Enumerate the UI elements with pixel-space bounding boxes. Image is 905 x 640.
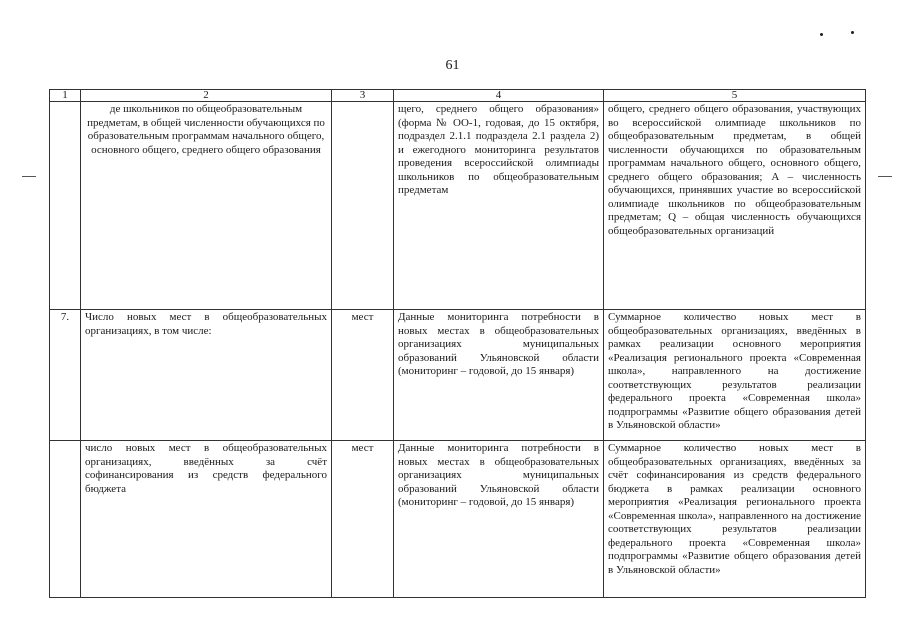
unit-of-measure: мест	[332, 441, 394, 598]
column-header: 3	[332, 90, 394, 102]
scan-speck	[851, 31, 854, 34]
table-row	[50, 310, 866, 441]
table-header-row	[50, 90, 866, 102]
row-number: 7.	[50, 310, 81, 441]
scan-speck	[820, 33, 823, 36]
column-header: 1	[50, 90, 81, 102]
calculation-method: Суммарное количество новых мест в общеобразовательных организациях, введённых за счёт софинансирования из средств федерального бюджета в рамках реализации основного мероприятия «Реализация регионального проекта «Современная школа», направленного на достижение соответствующих результатов реализации федерального проекта «Современная школа» подпрограммы «Развитие общего образования детей в Ульяновской области»	[604, 441, 866, 598]
row-number	[50, 441, 81, 598]
column-header: 4	[394, 90, 604, 102]
data-source: Данные мониторинга потребности в новых местах в общеобразовательных организациях муниципальных образований Ульяновской области (мониторинг – годовой, до 15 января)	[394, 310, 604, 441]
indicator-name: де школьников по общеобразовательным предметам, в общей численности обучающихся по образовательным программам начального общего, основного общего, среднего общего образования	[81, 102, 332, 310]
unit-of-measure: мест	[332, 310, 394, 441]
column-header: 2	[81, 90, 332, 102]
scan-mark	[878, 176, 892, 177]
calculation-method: общего, среднего общего образования, участвующих во всероссийской олимпиаде школьников по общеобразовательным предметам, в общей численности обучающихся по образовательным программам начального общего, основного общего, среднего общего образования; A – численность обучающихся, принявших участие во всероссийской олимпиаде школьников по общеобразовательным предметам; Q – общая численность обучающихся общеобразовательных организаций	[604, 102, 866, 310]
scan-mark	[22, 176, 36, 177]
page-number: 61	[445, 58, 460, 73]
indicator-name: Число новых мест в общеобразовательных организациях, в том числе:	[81, 310, 332, 441]
unit-of-measure	[332, 102, 394, 310]
data-source: щего, среднего общего образования» (форма № ОО-1, годовая, до 15 октября, подраздел 2.1.1 подраздела 2.1 раздела 2) и ежегодного мониторинга результатов проведения всероссийской олимпиады школьников по общеобразовательным предметам	[394, 102, 604, 310]
table-row	[50, 441, 866, 598]
table-row	[50, 102, 866, 310]
indicators-table	[49, 89, 866, 598]
data-source: Данные мониторинга потребности в новых местах в общеобразовательных организациях муниципальных образований Ульяновской области (мониторинг – годовой, до 15 января)	[394, 441, 604, 598]
calculation-method: Суммарное количество новых мест в общеобразовательных организациях, введённых в рамках реализации основного мероприятия «Реализация регионального проекта «Современная школа», направленного на достижение соответствующих результатов реализации федерального проекта «Современная школа» подпрограммы «Развитие общего образования детей в Ульяновской области»	[604, 310, 866, 441]
row-number	[50, 102, 81, 310]
indicator-name: число новых мест в общеобразовательных организациях, введённых за счёт софинансирования из средств федерального бюджета	[81, 441, 332, 598]
column-header: 5	[604, 90, 866, 102]
